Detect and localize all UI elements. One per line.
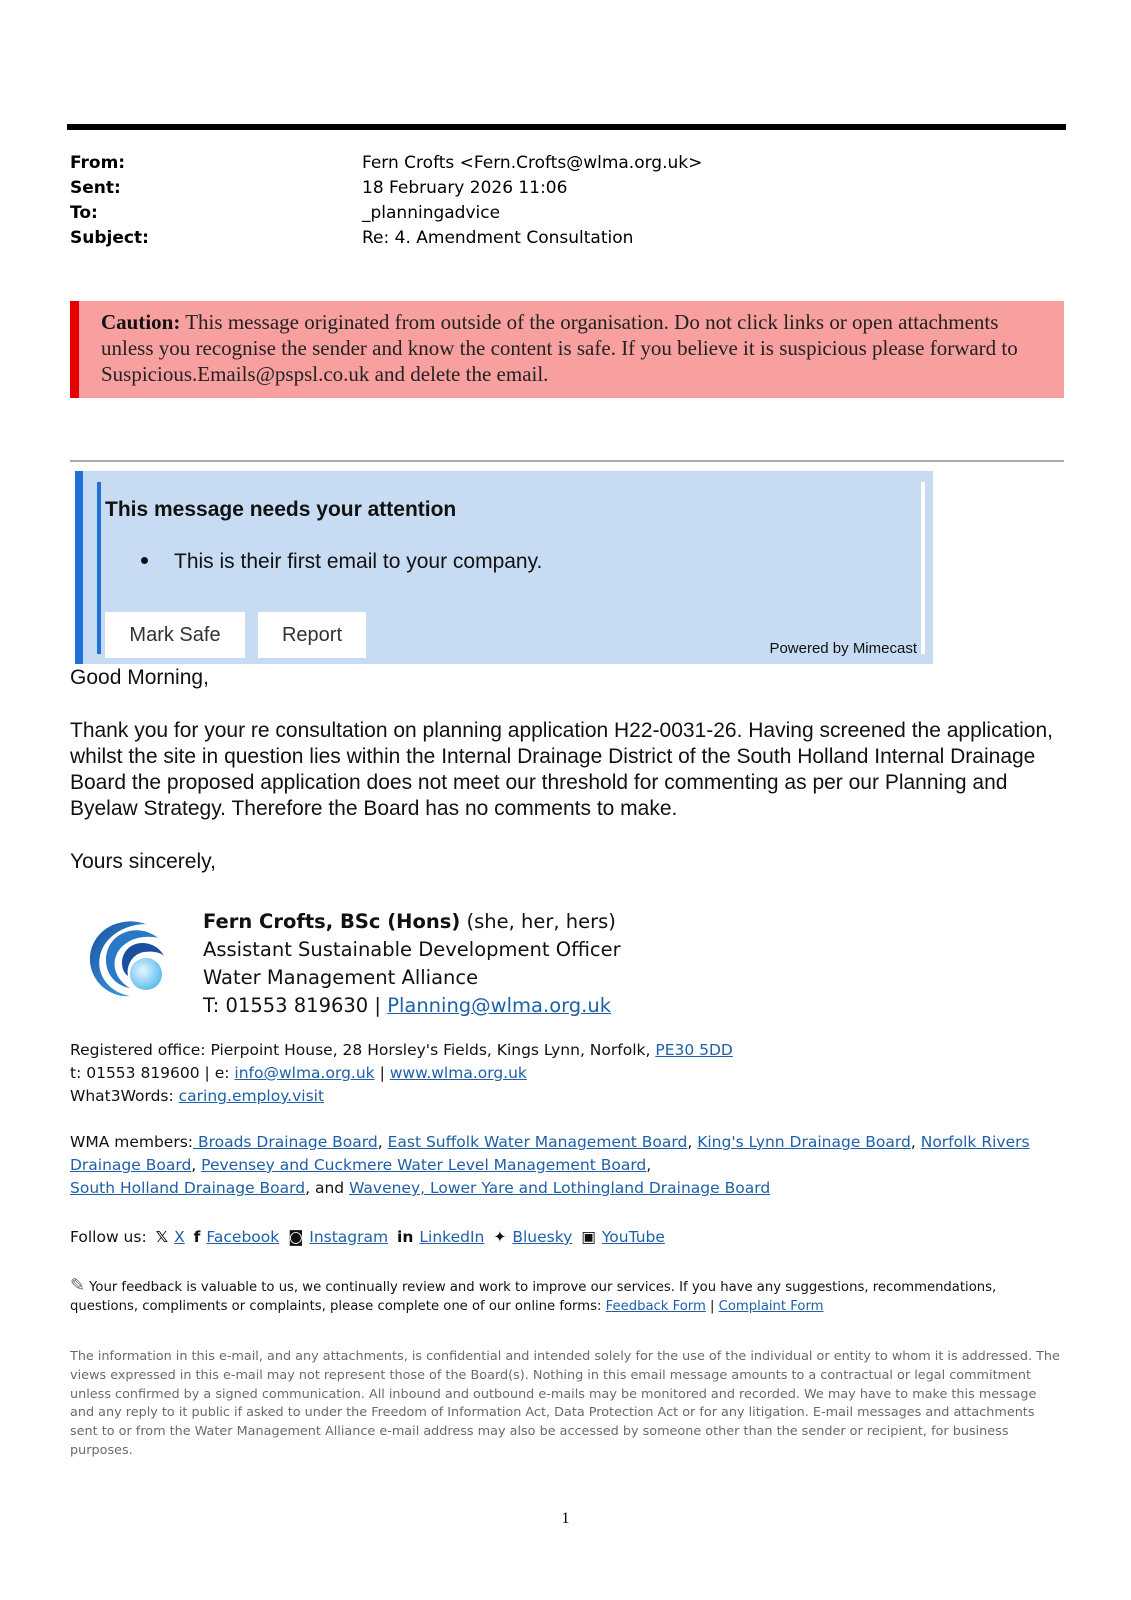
signature-name: Fern Crofts, BSc (Hons)	[203, 910, 461, 933]
feedback-pencil-icon: ✎	[70, 1275, 86, 1296]
youtube-icon: ▣	[581, 1228, 596, 1246]
feedback-sep: |	[705, 1299, 719, 1314]
wma-logo-icon	[86, 914, 172, 1000]
from-label: From:	[70, 153, 126, 173]
feedback-text: Your feedback is valuable to us, we continually review and work to improve our services. If you have any suggestions, recommendations, questions, compliments or complaints, please complete one of our online forms:	[70, 1280, 997, 1314]
page-number: 1	[561, 1510, 570, 1527]
member-link-east-suffolk[interactable]: East Suffolk Water Management Board	[387, 1133, 688, 1151]
follow-label: Follow us:	[70, 1228, 147, 1246]
subject-row	[70, 226, 1050, 251]
facebook-icon: f	[193, 1228, 201, 1246]
sent-label: Sent:	[70, 178, 121, 198]
signature-title: Assistant Sustainable Development Officer	[203, 938, 621, 961]
sent-row	[70, 176, 1050, 201]
signature	[203, 908, 621, 1020]
separator	[70, 460, 1064, 462]
signature-org: Water Management Alliance	[203, 966, 479, 989]
from-row	[70, 151, 1050, 176]
header-rule	[67, 124, 1066, 130]
office-address: Registered office: Pierpoint House, 28 Horsley's Fields, Kings Lynn, Norfolk,	[70, 1041, 656, 1059]
follow-us	[70, 1226, 1060, 1249]
feedback-form-link[interactable]: Feedback Form	[605, 1299, 706, 1314]
member-link-pevensey[interactable]: Pevensey and Cuckmere Water Level Management Board	[201, 1156, 647, 1174]
signature-email-link[interactable]: Planning@wlma.org.uk	[387, 994, 612, 1017]
social-link-x[interactable]: X	[174, 1228, 185, 1246]
caution-label: Caution:	[101, 310, 181, 334]
member-link-south-holland[interactable]: South Holland Drainage Board	[70, 1179, 306, 1197]
contact-email-link[interactable]: info@wlma.org.uk	[234, 1064, 375, 1082]
social-link-facebook[interactable]: Facebook	[206, 1228, 280, 1246]
complaint-form-link[interactable]: Complaint Form	[718, 1299, 824, 1314]
contact-line	[70, 1062, 1060, 1085]
to-value: _planningadvice	[362, 203, 501, 223]
office-info	[70, 1039, 1060, 1108]
contact-prefix: t: 01553 819600 | e:	[70, 1064, 235, 1082]
members-sep: ,	[377, 1133, 388, 1151]
signature-phone: T: 01553 819630 |	[203, 994, 388, 1017]
x-icon: 𝕏	[155, 1228, 169, 1246]
w3w-label: What3Words:	[70, 1087, 179, 1105]
from-value: Fern Crofts <Fern.Crofts@wlma.org.uk>	[362, 153, 703, 173]
social-link-linkedin[interactable]: LinkedIn	[419, 1228, 485, 1246]
members-sep: ,	[191, 1156, 202, 1174]
signature-name-line	[203, 908, 621, 936]
member-link-waveney[interactable]: Waveney, Lower Yare and Lothingland Drainage Board	[349, 1179, 771, 1197]
caution-text: This message originated from outside of the organisation. Do not click links or open attachments unless you recognise the sender and know the content is safe. If you believe it is suspicious please forward to Suspicious.Emails@pspsl.co.uk and delete the email.	[101, 310, 1018, 386]
mark-safe-button[interactable]: Mark Safe	[105, 612, 245, 658]
linkedin-icon: in	[397, 1228, 414, 1246]
members-label: WMA members:	[70, 1133, 194, 1151]
disclaimer: The information in this e-mail, and any attachments, is confidential and intended solely for the use of the individual or entity to whom it is addressed. The views expressed in this e-mail may not represent those of the Board(s). Nothing in this email message amounts to a contractual or legal commitment unless confirmed by a signed communication. All inbound and outbound e-mails may be monitored and recorded. We may have to make this message and any reply to it public if asked to under the Freedom of Information Act, Data Protection Act or for any litigation. E-mail messages and attachments sent to or from the Water Management Alliance e-mail address may also be accessed by someone other than the sender or recipient, for business purposes.	[70, 1349, 1060, 1458]
website-link[interactable]: www.wlma.org.uk	[389, 1064, 527, 1082]
signature-pronouns: (she, her, hers)	[460, 910, 616, 933]
subject-value: Re: 4. Amendment Consultation	[362, 228, 634, 248]
feedback-block	[70, 1276, 1065, 1316]
members-sep: ,	[910, 1133, 921, 1151]
members-sep: ,	[687, 1133, 698, 1151]
member-link-kings-lynn[interactable]: King's Lynn Drainage Board	[697, 1133, 911, 1151]
report-button[interactable]: Report	[258, 612, 366, 658]
mimecast-bullet	[141, 550, 542, 574]
sent-value: 18 February 2026 11:06	[362, 178, 568, 198]
w3w-line	[70, 1085, 1060, 1108]
social-link-instagram[interactable]: Instagram	[309, 1228, 389, 1246]
bluesky-icon: ✦	[493, 1228, 507, 1246]
w3w-link[interactable]: caring.employ.visit	[178, 1087, 325, 1105]
greeting: Good Morning,	[70, 666, 209, 689]
members-block: WMA members: Broads Drainage Board, East Suffolk Water Management Board, King's Lynn Drainage Board, Norfolk Rivers Drainage Board, Pevensey and Cuckmere Water Level Management Board, South Holland Drainage Board, and Waveney, Lower Yare and Lothingland Drainage Board	[70, 1133, 1030, 1197]
caution-banner	[70, 301, 1064, 398]
members-sep-and: , and	[305, 1179, 350, 1197]
member-link-norfolk-rivers[interactable]: Norfolk Rivers Drainage Board	[70, 1133, 1030, 1174]
mimecast-powered: Powered by Mimecast	[769, 640, 917, 657]
mimecast-inner	[97, 482, 925, 657]
postcode-link[interactable]: PE30 5DD	[655, 1041, 733, 1059]
contact-sep: |	[374, 1064, 390, 1082]
mimecast-bullet-text: This is their first email to your company.	[174, 550, 543, 573]
to-row	[70, 201, 1050, 226]
body-paragraph: Thank you for your re consultation on planning application H22-0031-26. Having screened the application, whilst the site in question lies within the Internal Drainage District of the South Holland Internal Drainage Board the proposed application does not meet our threshold for commenting as per our Planning and Byelaw Strategy. Therefore the Board has no comments to make.	[70, 719, 1053, 820]
signature-phone-line	[203, 992, 621, 1020]
office-line	[70, 1039, 1060, 1062]
social-link-youtube[interactable]: YouTube	[601, 1228, 665, 1246]
bullet-dot-icon	[141, 557, 148, 564]
closing: Yours sincerely,	[70, 850, 216, 873]
social-link-bluesky[interactable]: Bluesky	[512, 1228, 573, 1246]
mimecast-banner	[75, 471, 933, 664]
subject-label: Subject:	[70, 228, 149, 248]
email-header	[70, 151, 1050, 251]
member-link-broads[interactable]: Broads Drainage Board	[193, 1133, 378, 1151]
mimecast-title: This message needs your attention	[105, 498, 457, 521]
to-label: To:	[70, 203, 98, 223]
instagram-icon: ◙	[288, 1228, 304, 1246]
